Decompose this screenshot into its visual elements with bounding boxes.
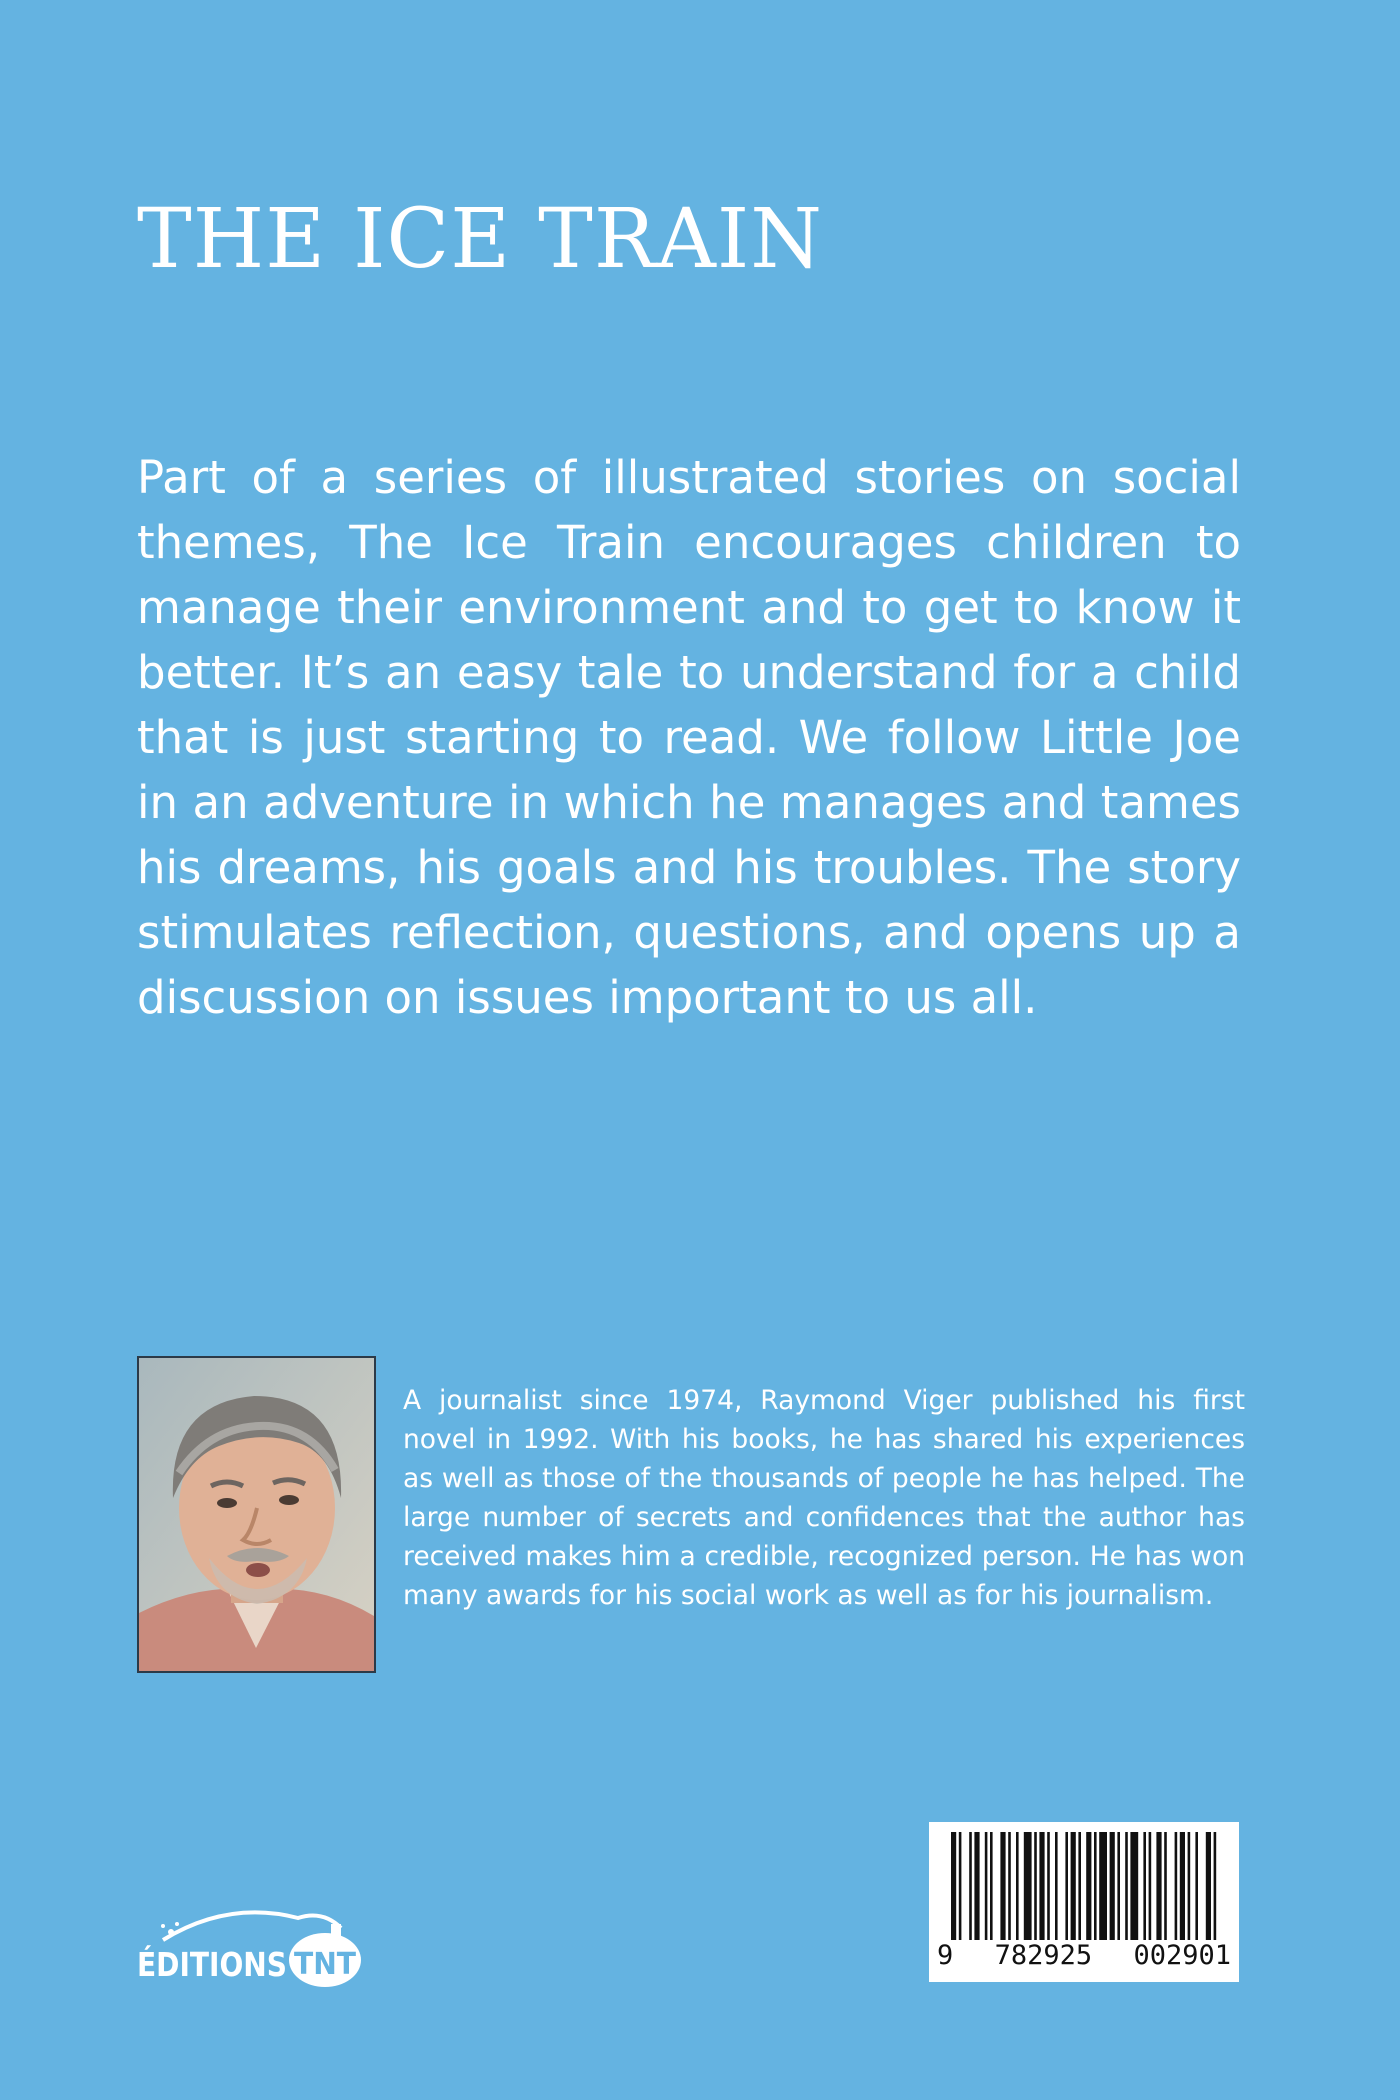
barcode-bar: [1099, 1832, 1107, 1940]
barcode-bar: [1055, 1832, 1058, 1940]
barcode-bar: [990, 1832, 993, 1940]
barcode-bar: [1094, 1832, 1097, 1940]
barcode-bar: [1143, 1832, 1146, 1940]
barcode-bar: [1078, 1832, 1081, 1940]
barcode-bar: [974, 1832, 979, 1940]
barcode-bar: [1034, 1832, 1037, 1940]
author-portrait-icon: [139, 1358, 374, 1671]
barcode-bar: [1130, 1832, 1138, 1940]
author-bio: A journalist since 1974, Raymond Viger published his first novel in 1992. With his books, he has shared his experiences as well as those of the thousands of people he has helped. The large number of secrets and confidences that the author has received makes him a credible, recognized person. He has won many awards for his social work as well as for his journalism.: [403, 1385, 1245, 1611]
barcode-bar: [1071, 1832, 1076, 1940]
publisher-logo: [133, 1880, 363, 1990]
barcode-bar: [1039, 1832, 1044, 1940]
barcode-bar: [1110, 1832, 1115, 1940]
author-photo: [137, 1356, 376, 1673]
barcode-bar: [959, 1832, 962, 1940]
barcode-bar: [951, 1832, 956, 1940]
isbn-number: [929, 1940, 1239, 1976]
barcode-bar: [1188, 1832, 1191, 1940]
book-title: THE ICE TRAIN: [137, 192, 823, 287]
barcode-bars-icon: [929, 1822, 1239, 1940]
barcode-bar: [1086, 1832, 1091, 1940]
barcode-bar: [1125, 1832, 1128, 1940]
barcode-bar: [1149, 1832, 1152, 1940]
barcode-bar: [1016, 1832, 1019, 1940]
barcode-bar: [1024, 1832, 1032, 1940]
barcode-bar: [1195, 1832, 1198, 1940]
barcode-bar: [1117, 1832, 1120, 1940]
barcode-bar: [1047, 1832, 1050, 1940]
publisher-name-right: TNT: [294, 1947, 357, 1982]
barcode-bar: [1000, 1832, 1005, 1940]
barcode-bar: [1065, 1832, 1068, 1940]
barcode-bar: [985, 1832, 988, 1940]
barcode-bar: [1206, 1832, 1211, 1940]
barcode-bar: [1180, 1832, 1185, 1940]
barcode-bar: [1008, 1832, 1011, 1940]
isbn-digit-first: 9: [937, 1940, 954, 1971]
publisher-logo-icon: [133, 1880, 363, 1990]
publisher-name-left: ÉDITIONS: [137, 1945, 314, 1984]
barcode-bar: [1156, 1832, 1161, 1940]
barcode-bar: [1164, 1832, 1167, 1940]
barcode-bar: [1214, 1832, 1217, 1940]
isbn-digits-group1: 782925: [994, 1940, 1093, 1971]
barcode-bar: [969, 1832, 972, 1940]
barcode-bar: [1175, 1832, 1178, 1940]
book-blurb: Part of a series of illustrated stories on social themes, The Ice Train encourages children to manage their environment and to get to know it better. It’s an easy tale to understand for a child that is just starting to read. We follow Little Joe in an adventure in which he manages and tames his dreams, his goals and his troubles. The story stimulates reflection, questions, and opens up a discussion on issues important to us all.: [137, 451, 1241, 1024]
isbn-barcode: [929, 1822, 1239, 1982]
isbn-digits-group2: 002901: [1133, 1940, 1231, 1971]
